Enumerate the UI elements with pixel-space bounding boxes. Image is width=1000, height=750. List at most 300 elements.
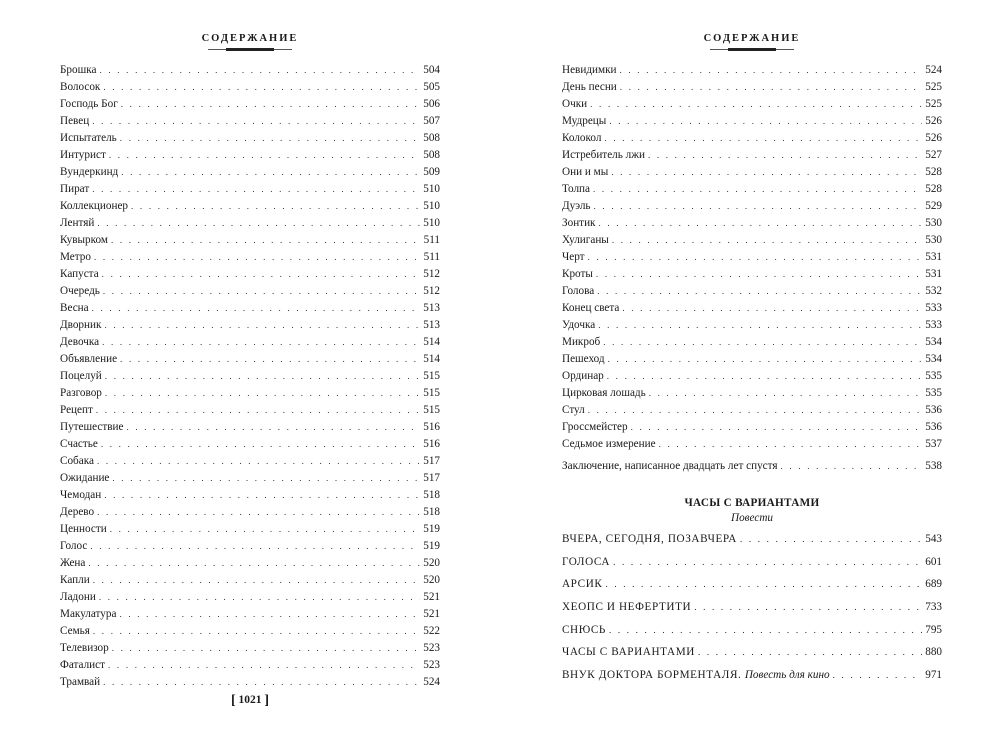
dot-leader [588,402,922,419]
dot-leader [119,606,420,623]
title-text: Они и мы [562,166,609,178]
toc-entry-page: 529 [925,200,942,212]
title-text: ХЕОПС И НЕФЕРТИТИ [562,601,692,614]
novella-title [562,596,691,619]
title-text: Ладони [60,591,96,603]
toc-entry [60,402,440,419]
toc-entry-page: 508 [423,132,440,144]
dot-leader [104,487,420,504]
dot-leader [90,538,420,555]
toc-entry [562,419,942,436]
novella-title [562,573,602,596]
toc-entry [60,589,440,606]
dot-leader [104,317,420,334]
dot-leader [659,436,923,453]
dot-leader [108,657,420,674]
toc-entry [60,419,440,436]
toc-entry [60,249,440,266]
dot-leader [121,96,420,113]
toc-entry-title [562,215,596,232]
dot-leader [99,62,420,79]
toc-entry-title [60,232,108,249]
toc-entry [60,96,440,113]
dot-leader [611,164,922,181]
toc-entry-title [562,164,608,181]
dot-leader [92,300,421,317]
title-text: Цирковая лошадь [562,387,646,399]
dot-leader [92,113,420,130]
title-text: Колокол [562,132,602,144]
toc-entry [562,147,942,164]
toc-entry-title [562,113,606,130]
toc-entry-title [60,657,105,674]
toc-entry-title [60,470,109,487]
toc-entry [60,572,440,589]
toc-entry-title [60,147,106,164]
title-text: Капуста [60,268,99,280]
toc-entry [562,266,942,283]
toc-entry [60,368,440,385]
toc-entry-title [562,147,645,164]
novella-page: 971 [925,669,942,682]
dot-leader [833,664,923,687]
toc-entry-title [60,674,100,691]
novella-page: 880 [925,646,942,659]
toc-entry [60,334,440,351]
title-text: Гроссмейстер [562,421,628,433]
toc-entry-title [562,317,595,334]
toc-entry-page: 504 [423,64,440,76]
toc-entry-page: 520 [423,574,440,586]
toc-entry-page: 517 [423,472,440,484]
toc-entry-title [562,334,600,351]
dot-leader [93,623,420,640]
dot-leader [740,528,922,551]
toc-entry-title [60,589,96,606]
title-text: Брошка [60,64,97,76]
toc-entry-title [562,62,617,79]
title-text: Истребитель лжи [562,149,645,161]
toc-entry-title [60,181,89,198]
title-text: Испытатель [60,132,117,144]
toc-entry [562,79,942,96]
toc-entry [562,368,942,385]
title-text: День песни [562,81,617,93]
novella-entry [562,641,942,664]
novella-entry [562,619,942,642]
toc-entry-page: 515 [423,387,440,399]
toc-entry [60,181,440,198]
toc-entry-title [562,300,619,317]
toc-entry-title [60,504,94,521]
toc-entry [562,334,942,351]
dot-leader [698,641,922,664]
toc-entry [562,215,942,232]
toc-entry-page: 527 [925,149,942,161]
folio-number: 1021 [238,694,262,706]
toc-entry-page: 538 [925,460,942,472]
title-text: Черт [562,251,585,263]
novella-title [562,619,606,642]
toc-entry-page: 522 [423,625,440,637]
title-text: Певец [60,115,90,127]
toc-entry-title [562,198,591,215]
dot-leader [109,147,420,164]
dot-leader [613,551,922,574]
toc-entry [60,487,440,504]
toc-entry-title [562,96,587,113]
toc-entry [60,538,440,555]
toc-entry [60,232,440,249]
title-text: Собака [60,455,94,467]
title-text: Интурист [60,149,106,161]
dot-leader [105,385,420,402]
toc-entry-title [562,436,656,453]
dot-leader [96,402,420,419]
toc-entry-title [60,521,107,538]
dot-leader [103,674,420,691]
toc-entry [562,130,942,147]
toc-entry [562,283,942,300]
toc-entry [60,623,440,640]
title-text: Вундеркинд [60,166,119,178]
dot-leader [103,79,420,96]
title-text: Ожидание [60,472,110,484]
dot-leader [609,619,922,642]
toc-entry-title [60,351,117,368]
title-text: Жена [60,557,86,569]
dot-leader [126,419,420,436]
toc-entry-page: 507 [423,115,440,127]
dot-leader [93,572,421,589]
toc-entry [60,657,440,674]
dot-leader [603,334,922,351]
dot-leader [620,62,923,79]
title-text: Путешествие [60,421,124,433]
title-text: Весна [60,302,89,314]
title-text: Пешеход [562,353,605,365]
dot-leader [620,79,922,96]
toc-entry-title [60,334,99,351]
dot-leader [102,266,421,283]
toc-entry-page: 521 [423,608,440,620]
toc-entry-page: 525 [925,81,942,93]
toc-entry-page: 532 [925,285,942,297]
toc-entry-title [60,113,89,130]
novella-entry [562,664,942,687]
dot-leader [112,640,420,657]
right-page [562,0,942,750]
toc-entry-page: 525 [925,98,942,110]
toc-entry-title [60,283,100,300]
toc-entry [60,351,440,368]
toc-entry-title [60,572,90,589]
novella-page: 543 [925,533,942,545]
toc-entry-title [60,606,116,623]
novella-entry [562,528,942,551]
title-text: Господь Бог [60,98,118,110]
toc-entry-title [60,368,102,385]
toc-entry [60,640,440,657]
toc-entry [562,385,942,402]
toc-entry [562,198,942,215]
dot-leader [607,368,922,385]
toc-entry [562,62,942,79]
dot-leader [101,436,420,453]
title-text: Лентяй [60,217,95,229]
toc-entry-title [562,266,593,283]
toc-entry-title [562,79,617,96]
toc-list [562,62,942,453]
novella-page: 689 [925,578,942,591]
toc-entry-title [60,487,101,504]
novella-page: 601 [925,555,942,568]
toc-entry-title [60,436,98,453]
ornamental-rule [710,49,794,50]
dot-leader [94,249,421,266]
dot-leader [120,351,420,368]
novella-title [562,664,830,687]
toc-entry-title [60,555,85,572]
title-text: Счастье [60,438,98,450]
toc-entry-page: 531 [925,251,942,263]
toc-entry [60,385,440,402]
toc-entry-title [562,232,609,249]
toc-entry [60,62,440,79]
toc-entry-page: 512 [423,268,440,280]
toc-entry-page: 530 [925,234,942,246]
dot-leader [593,181,922,198]
title-text: Семья [60,625,90,637]
title-text: Дуэль [562,200,591,212]
toc-entry-title [60,130,117,147]
toc-entry-page: 505 [423,81,440,93]
title-text: Очки [562,98,588,110]
toc-entry-page: 510 [423,200,440,212]
toc-entry [562,164,942,181]
dot-leader [596,266,922,283]
toc-entry-page: 526 [925,132,942,144]
dot-leader [608,351,923,368]
dot-leader [97,453,420,470]
toc-entry-page: 524 [925,64,942,76]
section-title: ЧАСЫ С ВАРИАНТАМИ [684,497,820,509]
dot-leader [121,164,420,181]
toc-entry [60,283,440,300]
running-head: СОДЕРЖАНИЕ [703,33,801,44]
title-text: Чемодан [60,489,102,501]
toc-entry-page: 524 [423,676,440,688]
dot-leader [111,232,421,249]
toc-entry-page: 526 [925,115,942,127]
title-text: Зонтик [562,217,596,229]
toc-entry [562,232,942,249]
folio-bracket-left: [ [230,693,236,708]
dot-leader [612,232,922,249]
toc-entry-title [562,351,605,368]
dot-leader [110,521,420,538]
toc-entry [60,436,440,453]
toc-entry [60,215,440,232]
title-text: ЧАСЫ С ВАРИАНТАМИ [562,646,695,659]
toc-entry [60,113,440,130]
toc-entry-page: 516 [423,421,440,433]
title-text: Телевизор [60,642,109,654]
title-text: Рецепт [60,404,93,416]
toc-entry [60,470,440,487]
toc-entry [60,555,440,572]
running-head: СОДЕРЖАНИЕ [201,33,299,44]
title-text: Голова [562,285,595,297]
toc-entry-page: 519 [423,523,440,535]
toc-entry [562,181,942,198]
toc-entry-page: 511 [423,234,440,246]
title-text: Дворник [60,319,102,331]
novella-title [562,528,737,551]
title-text: Невидимки [562,64,617,76]
toc-entry-page: 535 [925,387,942,399]
title-text: СНЮСЬ [562,623,606,636]
toc-entry-title [562,368,604,385]
toc-entry-title [562,419,628,436]
dot-leader [88,555,420,572]
dot-leader [588,249,923,266]
toc-entry-page: 536 [925,404,942,416]
novella-list [562,528,942,687]
toc-entry-title: Заключение, написанное двадцать лет спустя [562,460,778,472]
dot-leader [648,147,922,164]
dot-leader [103,283,420,300]
folio-bracket-right: ] [264,693,270,708]
dot-leader [649,385,923,402]
dot-leader [781,458,923,475]
title-text: ВЧЕРА, СЕГОДНЯ, ПОЗАВЧЕРА [562,533,737,545]
title-text: Ценности [60,523,107,535]
toc-entry-page: 521 [423,591,440,603]
toc-entry [562,436,942,453]
toc-entry [562,402,942,419]
title-text: Стул [562,404,585,416]
title-text: ВНУК ДОКТОРА БОРМЕНТАЛЯ. [562,669,742,682]
dot-leader [609,113,922,130]
toc-entry-title [562,130,601,147]
toc-entry [60,198,440,215]
title-text: Фаталист [60,659,106,671]
toc-entry-page: 535 [925,370,942,382]
dot-leader [605,573,922,596]
toc-entry-page: 506 [423,98,440,110]
toc-entry-title [60,402,93,419]
toc-entry-page: 509 [423,166,440,178]
toc-entry-page: 508 [423,149,440,161]
toc-list [60,62,440,691]
toc-entry-page: 533 [925,319,942,331]
toc-entry-page: 512 [423,285,440,297]
dot-leader [102,334,420,351]
title-text: Хулиганы [562,234,609,246]
toc-entry-title [60,640,109,657]
toc-entry-page: 517 [423,455,440,467]
novella-entry [562,551,942,574]
toc-entry-page: 518 [423,506,440,518]
toc-entry-page: 510 [423,217,440,229]
toc-entry [562,458,942,475]
dot-leader [105,368,420,385]
title-text: Коллекционер [60,200,129,212]
toc-entry [562,317,942,334]
toc-entry [60,674,440,691]
toc-entry-title [60,300,89,317]
novella-title [562,551,610,574]
toc-entry-title [60,96,118,113]
toc-entry-title [60,453,94,470]
toc-entry-page: 511 [423,251,440,263]
dot-leader [97,215,420,232]
toc-entry-title [60,79,100,96]
toc-entry-title [60,538,87,555]
toc-entry-page: 515 [423,404,440,416]
dot-leader [99,589,420,606]
toc-entry-page: 530 [925,217,942,229]
toc-entry-page: 520 [423,557,440,569]
novella-entry [562,596,942,619]
toc-entry [60,266,440,283]
dot-leader [92,181,420,198]
dot-leader [594,198,923,215]
toc-entry-page: 523 [423,659,440,671]
novella-note: Повесть для кино [744,669,830,682]
page-number [60,693,440,709]
toc-entry-title [60,419,123,436]
toc-entry [60,79,440,96]
toc-entry [60,164,440,181]
novella-title [562,641,695,664]
toc-entry-page: 533 [925,302,942,314]
title-text: Разговор [60,387,102,399]
title-text: Очередь [60,285,100,297]
title-text: Удочка [562,319,596,331]
dot-leader [598,317,922,334]
dot-leader [112,470,420,487]
toc-entry [60,453,440,470]
toc-entry-title [60,249,91,266]
toc-entry-page: 513 [423,319,440,331]
toc-entry-page: 536 [925,421,942,433]
title-text: Мудрецы [562,115,607,127]
title-text: Дерево [60,506,95,518]
title-text: ГОЛОСА [562,555,611,568]
toc-entry [60,521,440,538]
toc-entry-title [60,623,90,640]
left-page [60,0,440,750]
title-text: АРСИК [562,578,603,591]
title-text: Голос [60,540,88,552]
toc-entry-title [562,249,585,266]
title-text: Кувырком [60,234,108,246]
title-text: Пират [60,183,90,195]
dot-leader [97,504,420,521]
dot-leader [131,198,420,215]
toc-entry-title [60,198,128,215]
title-text: Микроб [562,336,601,348]
title-text: Седьмое измерение [562,438,656,450]
toc-entry-page: 523 [423,642,440,654]
title-text: Девочка [60,336,100,348]
title-text: Ординар [562,370,604,382]
toc-entry-page: 515 [423,370,440,382]
title-text: Волосок [60,81,101,93]
toc-entry-page: 513 [423,302,440,314]
